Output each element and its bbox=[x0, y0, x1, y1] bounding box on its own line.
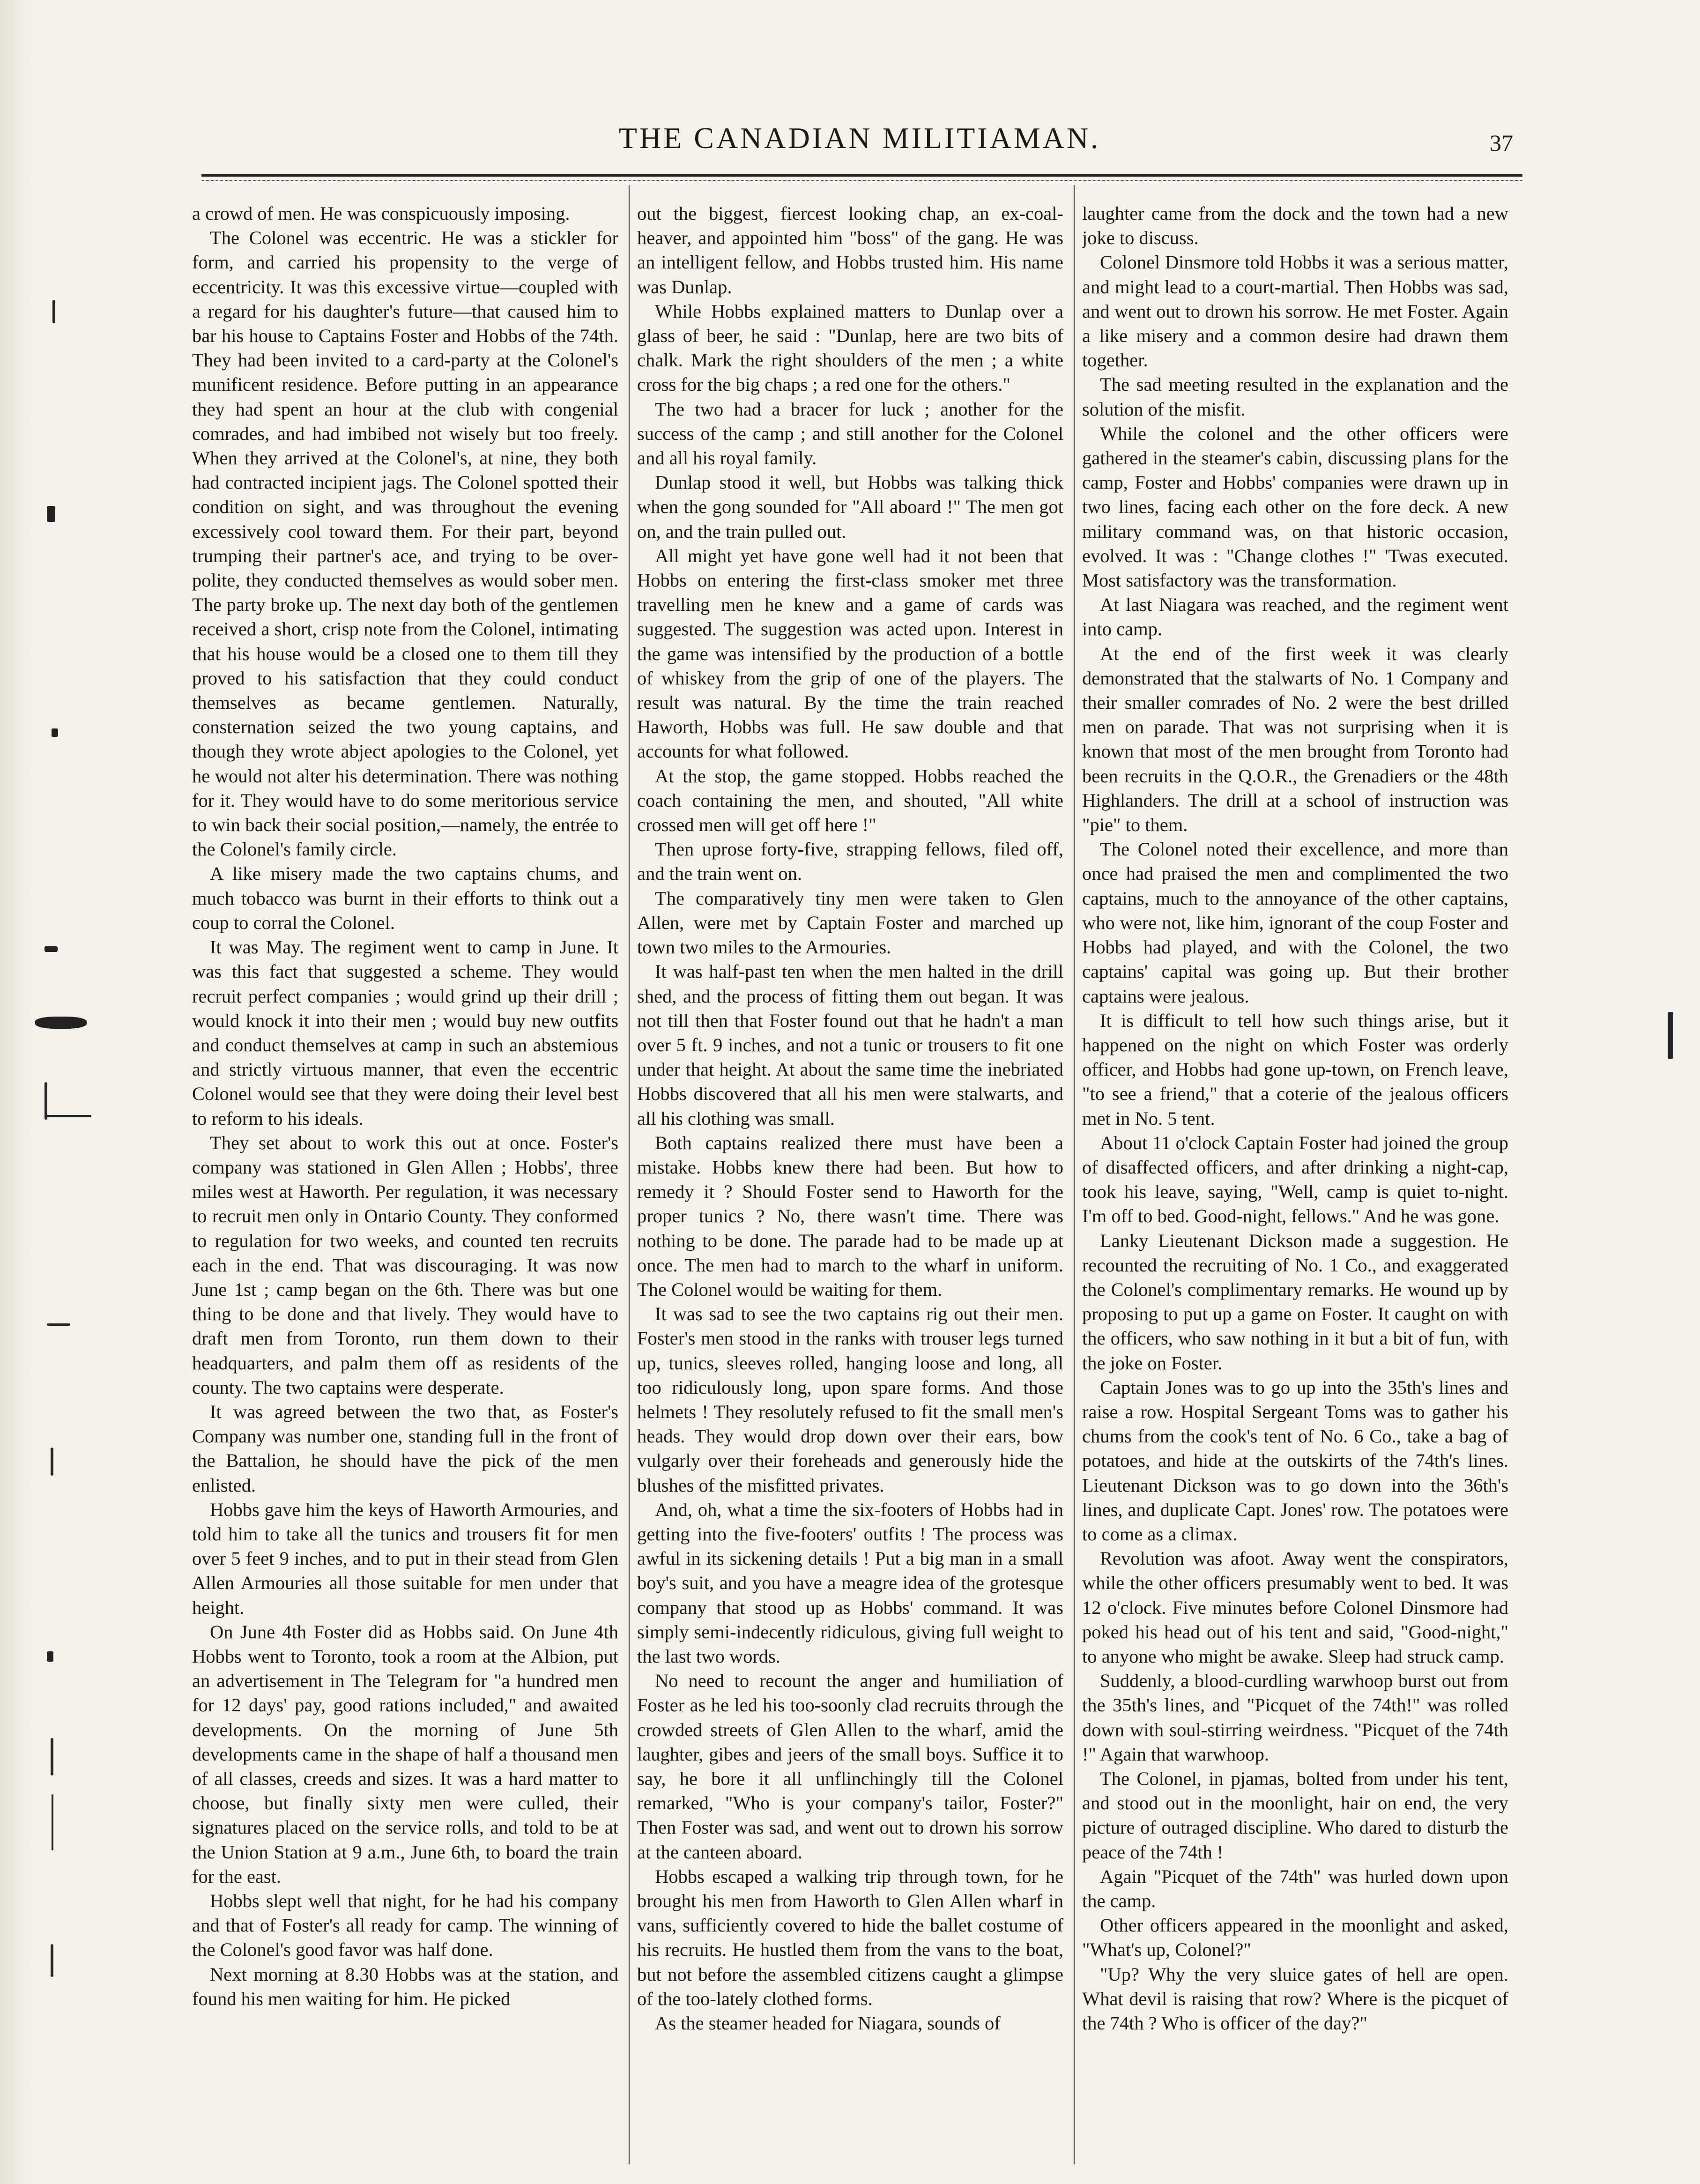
scan-artifact-mark bbox=[51, 1738, 53, 1775]
article-paragraph: "Up? Why the very sluice gates of hell are open. What devil is raising that row? Where is the picquet of the 74th ? Who is officer of the day?" bbox=[1082, 1963, 1508, 2034]
article-paragraph: At the end of the first week it was clearly demonstrated that the stalwarts of No. 1 Company and their smaller comrades of No. 2 were the best drilled men on parade. That was not surprising when it is known that most of the men brought from Toronto had been recruits in the Q.O.R., the Grenadiers or the 48th Highlanders. The drill at a school of instruction was "pie" to them. bbox=[1082, 643, 1508, 836]
scan-artifact-mark bbox=[52, 300, 55, 323]
article-paragraph: A like misery made the two captains chums, and much tobacco was burnt in their efforts to think out a coup to corral the Colonel. bbox=[192, 863, 618, 933]
article-column-2 bbox=[637, 201, 1063, 2160]
article-paragraph: The two had a bracer for luck ; another for the success of the camp ; and still another for the Colonel and all his royal family. bbox=[637, 398, 1063, 469]
article-paragraph: Hobbs slept well that night, for he had his company and that of Foster's all ready for camp. The winning of the Colonel's good favor was half done. bbox=[192, 1890, 618, 1961]
article-paragraph: They set about to work this out at once. Foster's company was stationed in Glen Allen ; Hobbs', three miles west at Haworth. Per regulation, it was necessary to recruit men only in Ontario County. They conformed to regulation for two weeks, and counted ten recruits each in the end. That was discouraging. It was now June 1st ; camp began on the 6th. There was but one thing to be done and that lively. They would have to draft men from Toronto, run them down to their headquarters, and palm them off as residents of the county. The two captains were desperate. bbox=[192, 1132, 618, 1398]
scan-artifact-mark bbox=[47, 506, 55, 522]
article-paragraph: Both captains realized there must have been a mistake. Hobbs knew there had been. But how to remedy it ? Should Foster send to Haworth for the proper tunics ? No, there wasn't time. There was nothing to be done. The parade had to be made up at once. The men had to march to the wharf in uniform. The Colonel would be waiting for them. bbox=[637, 1132, 1063, 1300]
article-paragraph: Other officers appeared in the moonlight and asked, "What's up, Colonel?" bbox=[1082, 1915, 1508, 1961]
article-paragraph: Revolution was afoot. Away went the conspirators, while the other officers presumably went to bed. It was 12 o'clock. Five minutes before Colonel Dinsmore had poked his head out of his tent and said, "Good-night," to anyone who might be awake. Sleep had struck camp. bbox=[1082, 1548, 1508, 1667]
article-paragraph: Hobbs escaped a walking trip through town, for he brought his men from Haworth to Glen Allen wharf in vans, sufficiently covered to hide the ballet costume of his recruits. He hustled them from the vans to the boat, but not before the assembled citizens caught a glimpse of the too-lately clothed forms. bbox=[637, 1865, 1063, 2009]
article-paragraph: It was sad to see the two captains rig out their men. Foster's men stood in the ranks with trouser legs turned up, tunics, sleeves rolled, hanging loose and long, all too ridiculously long, upon spare forms. And those helmets ! They resolutely refused to fit the small men's heads. They would drop down over their ears, bow vulgarly over their foreheads and generously hide the blushes of the misfitted privates. bbox=[637, 1303, 1063, 1496]
article-paragraph: As the steamer headed for Niagara, sounds of bbox=[655, 2013, 1001, 2034]
scan-artifact-mark bbox=[45, 1082, 47, 1120]
page-number: 37 bbox=[1490, 130, 1513, 156]
article-paragraph: While Hobbs explained matters to Dunlap over a glass of beer, he said : "Dunlap, here are two bits of chalk. Mark the right shoulders of the men ; a white cross for the big chaps ; a red one for the others." bbox=[637, 300, 1063, 395]
column-divider bbox=[1074, 185, 1075, 2164]
article-paragraph: No need to recount the anger and humiliation of Foster as he led his too-soonly clad recruits through the crowded streets of Glen Allen to the wharf, amid the laughter, gibes and jeers of the small boys. Suffice it to say, he bore it all unflinchingly till the Colonel remarked, "Who is your company's tailor, Foster?" Then Foster was sad, and went out to drown his sorrow at the canteen aboard. bbox=[637, 1670, 1063, 1863]
article-paragraph: Captain Jones was to go up into the 35th's lines and raise a row. Hospital Sergeant Toms was to gather his chums from the cook's tent of No. 6 Co., take a bag of potatoes, and hide at the outskirts of the 74th's lines. Lieutenant Dickson was to go down into the 36th's lines, and duplicate Capt. Jones' row. The potatoes were to come as a climax. bbox=[1082, 1376, 1508, 1545]
header-rule-dashed bbox=[201, 180, 1522, 181]
scan-artifact-mark bbox=[1668, 1012, 1673, 1059]
article-paragraph: Hobbs gave him the keys of Haworth Armouries, and told him to take all the tunics and trousers fit for men over 5 feet 9 inches, and to put in their stead from Glen Allen Armouries all those suitable for men under that height. bbox=[192, 1499, 618, 1618]
scan-artifact-mark bbox=[47, 1323, 70, 1326]
article-paragraph: While the colonel and the other officers were gathered in the steamer's cabin, discussing plans for the camp, Foster and Hobbs' companies were drawn up in two lines, facing each other on the fore deck. A new military command was, on that historic occasion, evolved. It was : "Change clothes !" 'Twas executed. Most satisfactory was the transformation. bbox=[1082, 423, 1508, 591]
article-paragraph: It was May. The regiment went to camp in June. It was this fact that suggested a scheme. They would recruit perfect companies ; would grind up their drill ; would knock it into their men ; would buy new outfits and conduct themselves at camp in such an abstemious and strictly virtuous manner, that even the eccentric Colonel would see that they were doing their level best to reform to his ideals. bbox=[192, 936, 618, 1129]
article-paragraph: It is difficult to tell how such things arise, but it happened on the night on which Foster was orderly officer, and Hobbs had gone up-town, on French leave, "to see a friend," that a coterie of the jealous officers met in No. 5 tent. bbox=[1082, 1010, 1508, 1129]
article-paragraph: The sad meeting resulted in the explanation and the solution of the misfit. bbox=[1082, 374, 1508, 420]
article-paragraph: At last Niagara was reached, and the regiment went into camp. bbox=[1082, 594, 1508, 640]
article-paragraph: About 11 o'clock Captain Foster had joined the group of disaffected officers, and after drinking a night-cap, took his leave, saying, "Well, camp is quiet to-night. I'm off to bed. Good-night, fellows." And he was gone. bbox=[1082, 1132, 1508, 1227]
article-paragraph: All might yet have gone well had it not been that Hobbs on entering the first-class smoker met three travelling men he knew and a game of cards was suggested. The suggestion was acted upon. Interest in the game was intensified by the production of a bottle of whiskey from the grip of one of the players. The result was natural. By the time the train reached Haworth, Hobbs was full. He saw double and that accounts for what followed. bbox=[637, 545, 1063, 762]
article-paragraph: Then uprose forty-five, strapping fellows, filed off, and the train went on. bbox=[637, 839, 1063, 884]
page-edge-shadow bbox=[0, 0, 28, 2184]
article-paragraph: The Colonel, in pjamas, bolted from under his tent, and stood out in the moonlight, hair on end, the very picture of outraged discipline. Who dared to disturb the peace of the 74th ! bbox=[1082, 1768, 1508, 1863]
article-paragraph: laughter came from the dock and the town had a new joke to discuss. bbox=[1082, 203, 1508, 249]
article-paragraph: The Colonel noted their excellence, and more than once had praised the men and complimented the two captains, much to the annoyance of the other captains, who were not, like him, ignorant of the coup Foster and Hobbs had played, and with the Colonel, the two captains' capital was going up. But their brother captains were jealous. bbox=[1082, 839, 1508, 1007]
article-column-1 bbox=[192, 201, 618, 2160]
article-paragraph: Suddenly, a blood-curdling warwhoop burst out from the 35th's lines, and "Picquet of the 74th!" was rolled down with soul-stirring weirdness. "Picquet of the 74th !" Again that warwhoop. bbox=[1082, 1670, 1508, 1765]
article-paragraph: It was agreed between the two that, as Foster's Company was number one, standing full in the front of the Battalion, he should have the pick of the men enlisted. bbox=[192, 1401, 618, 1496]
masthead-title: THE CANADIAN MILITIAMAN. bbox=[618, 121, 1101, 155]
scan-artifact-mark bbox=[52, 728, 58, 737]
scan-artifact-mark bbox=[35, 1017, 87, 1029]
page-header bbox=[197, 121, 1522, 172]
article-paragraph: It was half-past ten when the men halted in the drill shed, and the process of fitting them out began. It was not till then that Foster found out that he hadn't a man over 5 ft. 9 inches, and not a tunic or trousers to fit one under that height. At about the same time the inebriated Hobbs discovered that all his men were stalwarts, and all his clothing was small. bbox=[637, 961, 1063, 1129]
scan-artifact-mark bbox=[52, 1794, 53, 1850]
article-paragraph: And, oh, what a time the six-footers of Hobbs had in getting into the five-footers' outfits ! The process was awful in its sickening details ! Put a big man in a small boy's suit, and you have a meagre idea of the grotesque company that stood up as Hobbs' command. It was simply semi-indecently ridiculous, giving full weight to the last two words. bbox=[637, 1499, 1063, 1667]
header-rule bbox=[201, 174, 1522, 177]
article-column-3 bbox=[1082, 201, 1508, 2160]
article-paragraph: The comparatively tiny men were taken to Glen Allen, were met by Captain Foster and marched up town two miles to the Armouries. bbox=[637, 887, 1063, 958]
article-paragraph: The Colonel was eccentric. He was a stickler for form, and carried his propensity to the verge of eccentricity. It was this excessive virtue—coupled with a regard for his daughter's future—that caused him to bar his house to Captains Foster and Hobbs of the 74th. They had been invited to a card-party at the Colonel's munificent residence. Before putting in an appearance they had spent an hour at the club with congenial comrades, and had imbibed not wisely but too freely. When they arrived at the Colonel's, at nine, they both had contracted incipient jags. The Colonel spotted their condition on sight, and was throughout the evening excessively cool toward them. For their part, beyond trumping their partner's ace, and trying to be over-polite, they conducted themselves as would sober men. The party broke up. The next day both of the gentlemen received a short, crisp note from the Colonel, intimating that his house would be a closed one to them till they proved to his satisfaction that they could conduct themselves as became gentlemen. Naturally, consternation seized the two young captains, and though they wrote abject apologies to the Colonel, yet he would not alter his determination. There was nothing for it. They would have to do some meritorious service to win back their social position,—namely, the entrée to the Colonel's family circle. bbox=[192, 227, 618, 860]
column-divider bbox=[629, 185, 630, 2164]
article-paragraph: On June 4th Foster did as Hobbs said. On June 4th Hobbs went to Toronto, took a room at the Albion, put an advertisement in The Telegram for "a hundred men for 12 days' pay, good rations included," and awaited developments. On the morning of June 5th developments came in the shape of half a thousand men of all classes, creeds and sizes. It was a hard matter to choose, but finally sixty men were culled, their signatures placed on the service rolls, and told to be at the Union Station at 9 a.m., June 6th, to board the train for the east. bbox=[192, 1621, 618, 1887]
scan-artifact-mark bbox=[45, 946, 58, 952]
article-paragraph: a crowd of men. He was conspicuously imposing. bbox=[192, 203, 570, 224]
scan-artifact-mark bbox=[45, 1115, 91, 1117]
article-paragraph: Dunlap stood it well, but Hobbs was talking thick when the gong sounded for "All aboard !" The men got on, and the train pulled out. bbox=[637, 472, 1063, 542]
article-paragraph: Next morning at 8.30 Hobbs was at the station, and found his men waiting for him. He picked bbox=[192, 1963, 618, 2009]
article-paragraph: Colonel Dinsmore told Hobbs it was a serious matter, and might lead to a court-martial. Then Hobbs was sad, and went out to drown his sorrow. He met Foster. Again a like misery and a common desire had drawn them together. bbox=[1082, 252, 1508, 371]
article-paragraph: At the stop, the game stopped. Hobbs reached the coach containing the men, and shouted, "All white crossed men will get off here !" bbox=[637, 765, 1063, 836]
article-paragraph: Lanky Lieutenant Dickson made a suggestion. He recounted the recruiting of No. 1 Co., and exaggerated the Colonel's complimentary remarks. He wound up by proposing to put up a game on Foster. It caught on with the officers, who saw nothing in it but a bit of fun, with the joke on Foster. bbox=[1082, 1230, 1508, 1374]
article-paragraph: out the biggest, fiercest looking chap, an ex-coal-heaver, and appointed him "boss" of the gang. He was an intelligent fellow, and Hobbs trusted him. His name was Dunlap. bbox=[637, 203, 1063, 297]
article-paragraph: Again "Picquet of the 74th" was hurled down upon the camp. bbox=[1082, 1865, 1508, 1912]
scan-artifact-mark bbox=[47, 1651, 53, 1662]
scan-artifact-mark bbox=[51, 1448, 53, 1476]
scan-artifact-mark bbox=[51, 1944, 53, 1977]
